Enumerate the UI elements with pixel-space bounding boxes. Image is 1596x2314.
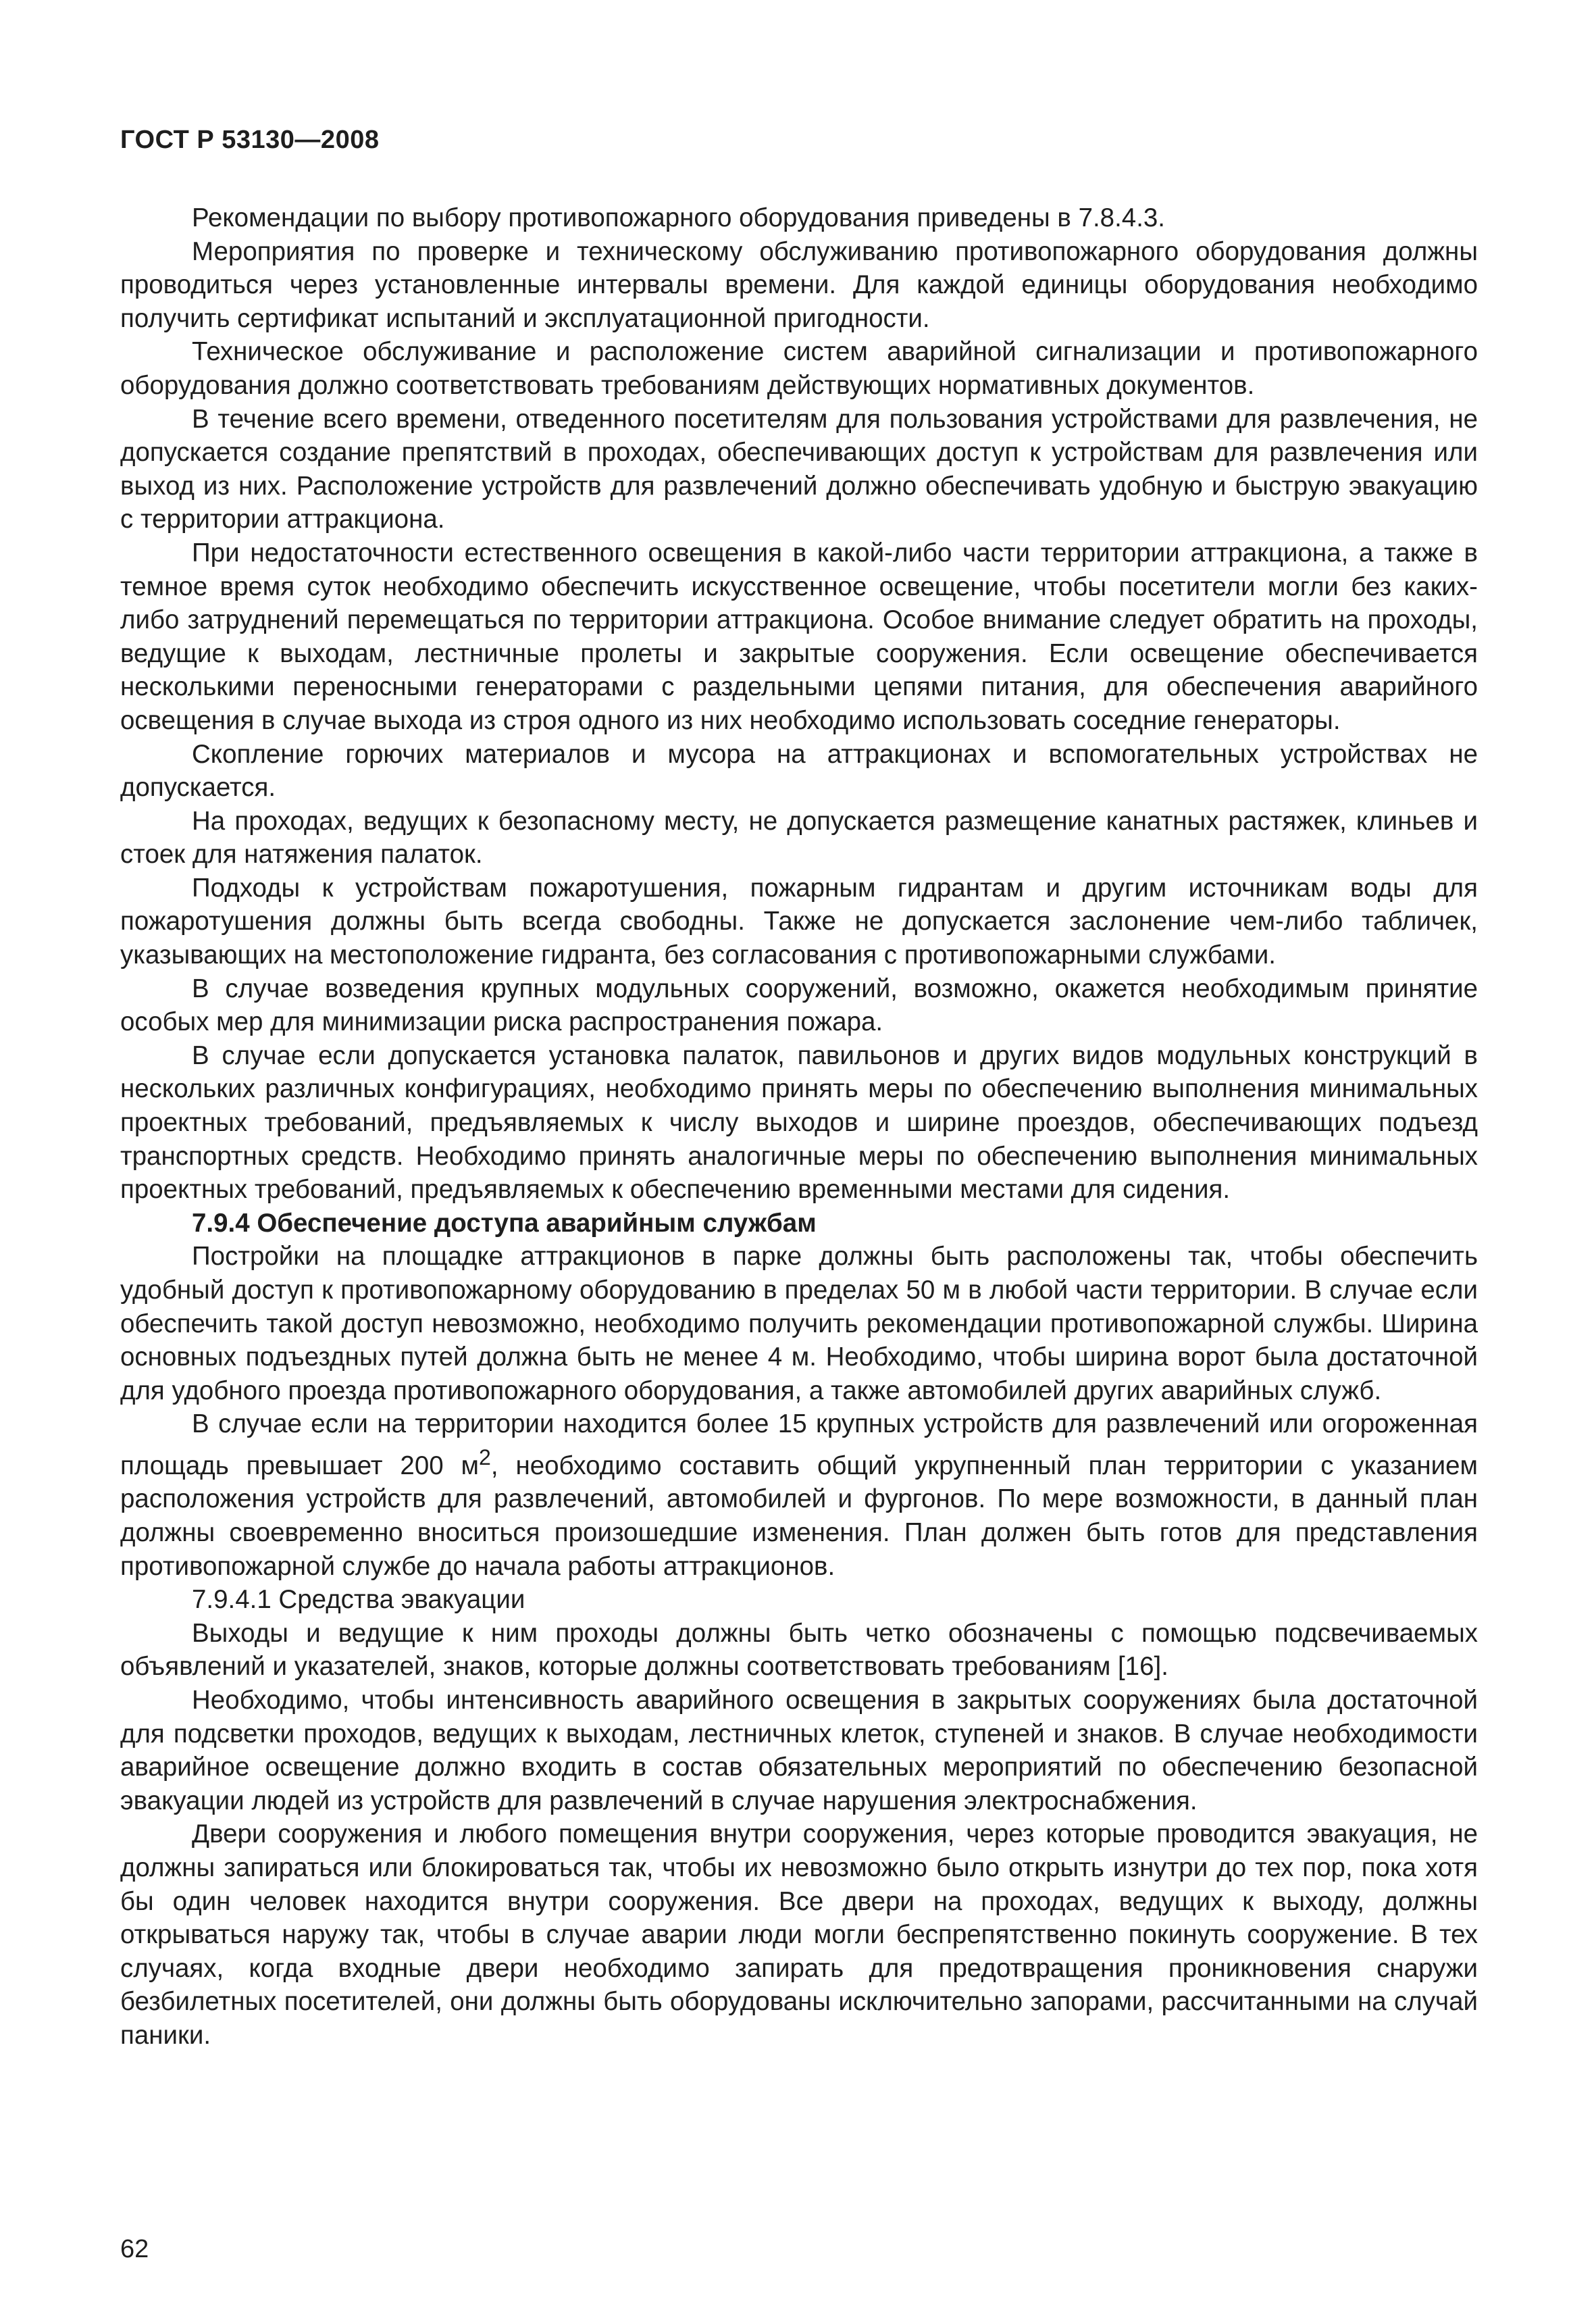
paragraph: На проходах, ведущих к безопасному месту, не допускается размещение канатных растяжек, клиньев и стоек для натяжения палаток.	[120, 806, 1478, 870]
paragraph: Рекомендации по выбору противопожарного оборудования приведены в 7.8.4.3.	[192, 203, 1166, 232]
paragraph: В случае если допускается установка палаток, павильонов и других видов модульных конструкций в нескольких различных конфигурациях, необходимо принять меры по обеспечению выполнения минимальных проектных требований, предъявляемых к числу выходов и ширине проездов, обеспечивающих подъезд транспортных средств. Необходимо принять аналогичные меры по обеспечению выполнения минимальных проектных требований, предъявляемых к обеспечению временными местами для сидения.	[120, 1040, 1478, 1205]
page-body	[120, 201, 1478, 2052]
paragraph: Техническое обслуживание и расположение систем аварийной сигнализации и противопожарного оборудования должно соответствовать требованиям действующих нормативных документов.	[120, 337, 1478, 400]
section-heading: 7.9.4 Обеспечение доступа аварийным службам	[192, 1208, 817, 1238]
paragraph: При недостаточности естественного освещения в какой-либо части территории аттракциона, а также в темное время суток необходимо обеспечить искусственное освещение, чтобы посетители могли без каких-либо затруднений перемещаться по территории аттракциона. Особое внимание следует обратить на проходы, ведущие к выходам, лестничные пролеты и закрытые сооружения. Если освещение обеспечивается несколькими переносными генераторами с раздельными цепями питания, для обеспечения аварийного освещения в случае выхода из строя одного из них необходимо использовать соседние генераторы.	[120, 538, 1478, 735]
paragraph-text: , необходимо составить общий укрупненный план территории с указанием расположения устройств для развлечений, автомобилей и фургонов. По мере возможности, в данный план должны своевременно вноситься произошедшие изменения. План должен быть готов для представления противопожарной службе до начала работы аттракционов.	[120, 1451, 1478, 1581]
paragraph: Двери сооружения и любого помещения внутри сооружения, через которые проводится эвакуация, не должны запираться или блокироваться так, чтобы их невозможно было открыть изнутри до тех пор, пока хотя бы один человек находится внутри сооружения. Все двери на проходах, ведущих к выходу, должны открываться наружу так, чтобы в случае аварии люди могли беспрепятственно покинуть сооружение. В тех случаях, когда входные двери необходимо запирать для предотвращения проникновения снаружи безбилетных посетителей, они должны быть оборудованы исключительно запорами, рассчитанными на случай паники.	[120, 1819, 1478, 2050]
paragraph-with-superscript	[120, 1407, 1478, 1583]
paragraph: Подходы к устройствам пожаротушения, пожарным гидрантам и другим источникам воды для пожаротушения должны быть всегда свободны. Также не допускается заслонение чем-либо табличек, указывающих на местоположение гидранта, без согласования с противопожарными службами.	[120, 873, 1478, 970]
paragraph: В течение всего времени, отведенного посетителям для пользования устройствами для развлечения, не допускается создание препятствий в проходах, обеспечивающих доступ к устройствам для развлечения или выход из них. Расположение устройств для развлечений должно обеспечивать удобную и быструю эвакуацию с территории аттракциона.	[120, 404, 1478, 534]
paragraph: В случае возведения крупных модульных сооружений, возможно, окажется необходимым принятие особых мер для минимизации риска распространения пожара.	[120, 974, 1478, 1037]
paragraph: Необходимо, чтобы интенсивность аварийного освещения в закрытых сооружениях была достаточной для подсветки проходов, ведущих к выходам, лестничных клеток, ступеней и знаков. В случае необходимости аварийное освещение должно входить в состав обязательных мероприятий по обеспечению безопасной эвакуации людей из устройств для развлечений в случае нарушения электроснабжения.	[120, 1685, 1478, 1815]
paragraph-text: В случае если на территории находится более 15 крупных устройств для развлечений или огороженная площадь превышает 200 м	[120, 1409, 1478, 1480]
paragraph: Скопление горючих материалов и мусора на аттракционах и вспомогательных устройствах не допускается.	[120, 739, 1478, 803]
standard-header: ГОСТ Р 53130—2008	[120, 126, 380, 154]
superscript: 2	[479, 1444, 491, 1469]
paragraph: Выходы и ведущие к ним проходы должны быть четко обозначены с помощью подсвечиваемых объявлений и указателей, знаков, которые должны соответствовать требованиям [16].	[120, 1618, 1478, 1682]
paragraph: Постройки на площадке аттракционов в парке должны быть расположены так, чтобы обеспечить удобный доступ к противопожарному оборудованию в пределах 50 м в любой части территории. В случае если обеспечить такой доступ невозможно, необходимо получить рекомендации противопожарной службы. Ширина основных подъездных путей должна быть не менее 4 м. Необходимо, чтобы ширина ворот была достаточной для удобного проезда противопожарного оборудования, а также автомобилей других аварийных служб.	[120, 1242, 1478, 1405]
page-number: 62	[120, 2235, 149, 2263]
subsection-heading: 7.9.4.1 Средства эвакуации	[192, 1585, 525, 1615]
paragraph: Мероприятия по проверке и техническому обслуживанию противопожарного оборудования должны проводиться через установленные интервалы времени. Для каждой единицы оборудования необходимо получить сертификат испытаний и эксплуатационной пригодности.	[120, 236, 1478, 333]
